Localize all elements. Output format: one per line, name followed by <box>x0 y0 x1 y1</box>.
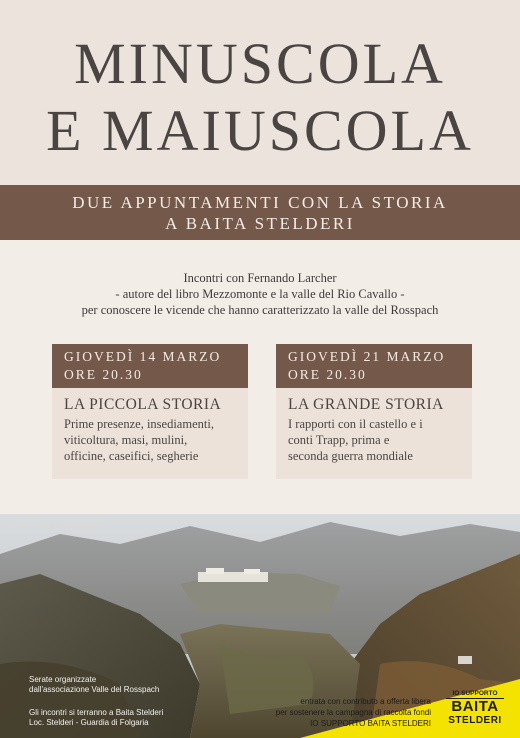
logo-top-text: IO SUPPORTO <box>446 690 504 699</box>
event-desc-line: viticoltura, masi, mulini, <box>64 433 188 447</box>
fund-line-3: IO SUPPORTO BAITA STELDERI <box>310 719 431 728</box>
event-time: ORE 20.30 <box>288 367 367 382</box>
event-card-2-body <box>276 388 472 479</box>
intro-line-3: per conoscere le vicende che hanno caratterizzato la valle del Rosspach <box>81 303 439 317</box>
event-desc-line: conti Trapp, prima e <box>288 433 390 447</box>
event-card-2-header <box>276 344 472 388</box>
event-time: ORE 20.30 <box>64 367 143 382</box>
event-card-1 <box>52 344 248 479</box>
logo-middle-text: BAITA <box>451 698 499 715</box>
organizer-line-1: Serate organizzate <box>29 675 97 684</box>
event-card-1-header <box>52 344 248 388</box>
event-date: GIOVEDÌ 21 MARZO <box>288 349 446 364</box>
intro-text <box>0 270 520 318</box>
event-title: LA GRANDE STORIA <box>288 396 444 413</box>
title-line-2: E MAIUSCOLA <box>46 98 474 163</box>
fund-line-1: entrata con contributo a offerta libera <box>300 697 431 706</box>
intro-line-1: Incontri con Fernando Larcher <box>183 271 337 285</box>
fundraising-text <box>276 696 431 729</box>
photo-credit: foto dall'archivio di Portobesene <box>7 523 99 530</box>
logo-bottom-text: STELDERI <box>448 715 502 726</box>
landscape-photo <box>0 514 520 738</box>
fund-line-2: per sostenere la campagna di raccolta fondi <box>275 708 431 717</box>
event-date: GIOVEDÌ 14 MARZO <box>64 349 222 364</box>
subtitle-line-2: A BAITA STELDERI <box>165 214 355 233</box>
venue-line-2: Loc. Stelderi - Guardia di Folgaria <box>29 718 149 727</box>
title-line-1: MINUSCOLA <box>74 31 446 96</box>
event-desc-line: officine, caseifici, segherie <box>64 449 199 463</box>
title-section <box>0 0 520 185</box>
event-title: LA PICCOLA STORIA <box>64 396 222 413</box>
event-card-2 <box>276 344 472 479</box>
organizer-text <box>29 675 159 695</box>
intro-line-2: - autore del libro Mezzomonte e la valle del Rio Cavallo - <box>115 287 405 301</box>
event-desc-line: I rapporti con il castello e i <box>288 417 423 431</box>
venue-text <box>29 708 163 728</box>
event-description <box>64 416 248 464</box>
event-desc-line: seconda guerra mondiale <box>288 449 413 463</box>
event-desc-line: Prime presenze, insediamenti, <box>64 417 214 431</box>
subtitle-band <box>0 185 520 240</box>
venue-line-1: Gli incontri si terranno a Baita Stelderi <box>29 708 164 717</box>
baita-stelderi-logo <box>446 690 504 730</box>
event-description <box>288 416 472 464</box>
valley-illustration <box>0 514 520 738</box>
subtitle-line-1: DUE APPUNTAMENTI CON LA STORIA <box>72 193 448 212</box>
organizer-line-2: dall'associazione Valle del Rosspach <box>29 685 160 694</box>
event-card-1-body <box>52 388 248 479</box>
